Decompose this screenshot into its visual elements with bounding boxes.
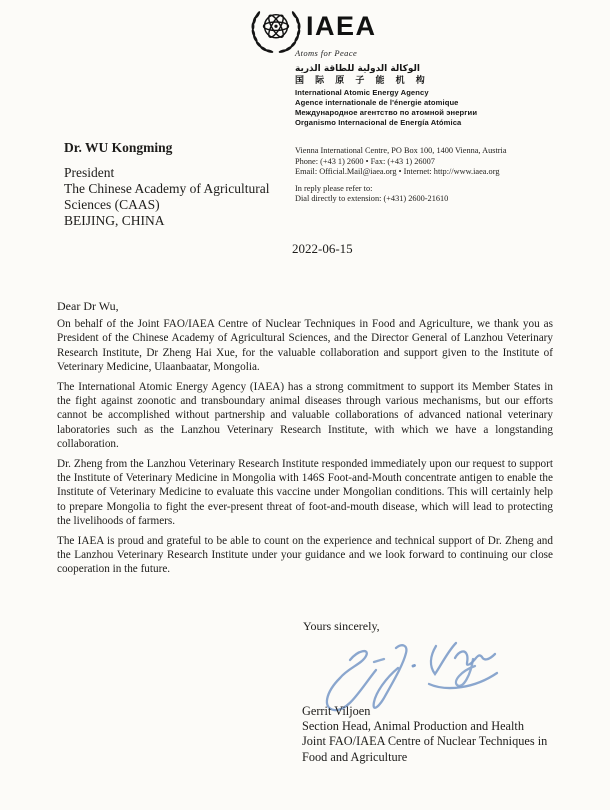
org-name-spanish: Organismo Internacional de Energía Atómica: [295, 117, 462, 127]
recipient-org-line2: Sciences (CAAS): [64, 197, 160, 212]
recipient-city: BEIJING, CHINA: [64, 213, 165, 228]
signer-org-line1: Joint FAO/IAEA Centre of Nuclear Techniques in: [302, 734, 548, 749]
recipient-org-line1: The Chinese Academy of Agricultural: [64, 181, 270, 196]
signer-block: [302, 704, 547, 765]
valediction: Yours sincerely,: [303, 619, 380, 633]
org-name-chinese: 国 际 原 子 能 机 构: [295, 76, 429, 86]
recipient-name: Dr. WU Kongming: [64, 140, 173, 155]
contact-extension: Dial directly to extension: (+431) 2600-21610: [295, 194, 449, 203]
contact-email-web: Email: Official.Mail@iaea.org • Internet: http://www.iaea.org: [295, 167, 500, 176]
paragraph-3: Dr. Zheng from the Lanzhou Veterinary Research Institute responded immediately upon our request to support the Institute of Veterinary Medicine in Mongolia with 146S Foot-and-Mouth concentrate antigen to enable the Institute of Veterinary Medicine to evaluate this vaccine under Mongolian conditions. This will certainly help to prepare Mongolia to fight the ever-present threat of foot-and-mouth disease, which will lead to protecting the livelihoods of farmers.: [57, 457, 553, 527]
paragraph-2: The International Atomic Energy Agency (IAEA) has a strong commitment to support its Member States in the fight against zoonotic and transboundary animal diseases through various mechanisms, but our efforts cannot be accomplished without partnership and valuable collaborations of advanced national veterinary laboratories such as the Lanzhou Veterinary Research Institute, with which we have a longstanding collaboration.: [57, 380, 553, 450]
iaea-wordmark: IAEA: [306, 11, 377, 41]
salutation: Dear Dr Wu,: [57, 299, 119, 313]
letter-body: [57, 317, 553, 582]
atoms-for-peace-motto: Atoms for Peace: [295, 48, 358, 58]
org-name-arabic: الوكالة الدولية للطاقة الذرية: [295, 64, 420, 74]
contact-address: Vienna International Centre, PO Box 100, 1400 Vienna, Austria: [295, 146, 507, 155]
signer-title: Section Head, Animal Production and Health: [302, 719, 524, 734]
org-name-russian: Международное агентство по атомной энергии: [295, 107, 478, 117]
recipient-title: President: [64, 165, 115, 180]
signer-org-line2: Food and Agriculture: [302, 749, 408, 764]
recipient-block: [64, 140, 269, 229]
paragraph-1: On behalf of the Joint FAO/IAEA Centre of Nuclear Techniques in Food and Agriculture, we thank you as President of the Chinese Academy of Agricultural Sciences, and the Director General of Lanzhou Veterinary Research Institute, Dr Zheng Hai Xue, for the valuable collaboration and support given to the Institute of Veterinary Medicine, Ulaanbaatar, Mongolia.: [57, 318, 553, 373]
contact-block: [295, 146, 507, 205]
signer-name: Gerrit Viljoen: [302, 704, 371, 718]
org-name-english: International Atomic Energy Agency: [295, 87, 429, 97]
letter-date: 2022-06-15: [292, 241, 353, 256]
org-names-block: [295, 63, 477, 128]
contact-phone-fax: Phone: (+43 1) 2600 • Fax: (+43 1) 26007: [295, 156, 435, 166]
contact-reply-note: In reply please refer to:: [295, 183, 373, 193]
org-name-french: Agence internationale de l'énergie atomique: [295, 97, 459, 107]
paragraph-4: The IAEA is proud and grateful to be able to count on the experience and technical support of Dr. Zheng and the Lanzhou Veterinary Research Institute under your guidance and we look forward to continuing our close cooperation in the future.: [57, 534, 553, 576]
